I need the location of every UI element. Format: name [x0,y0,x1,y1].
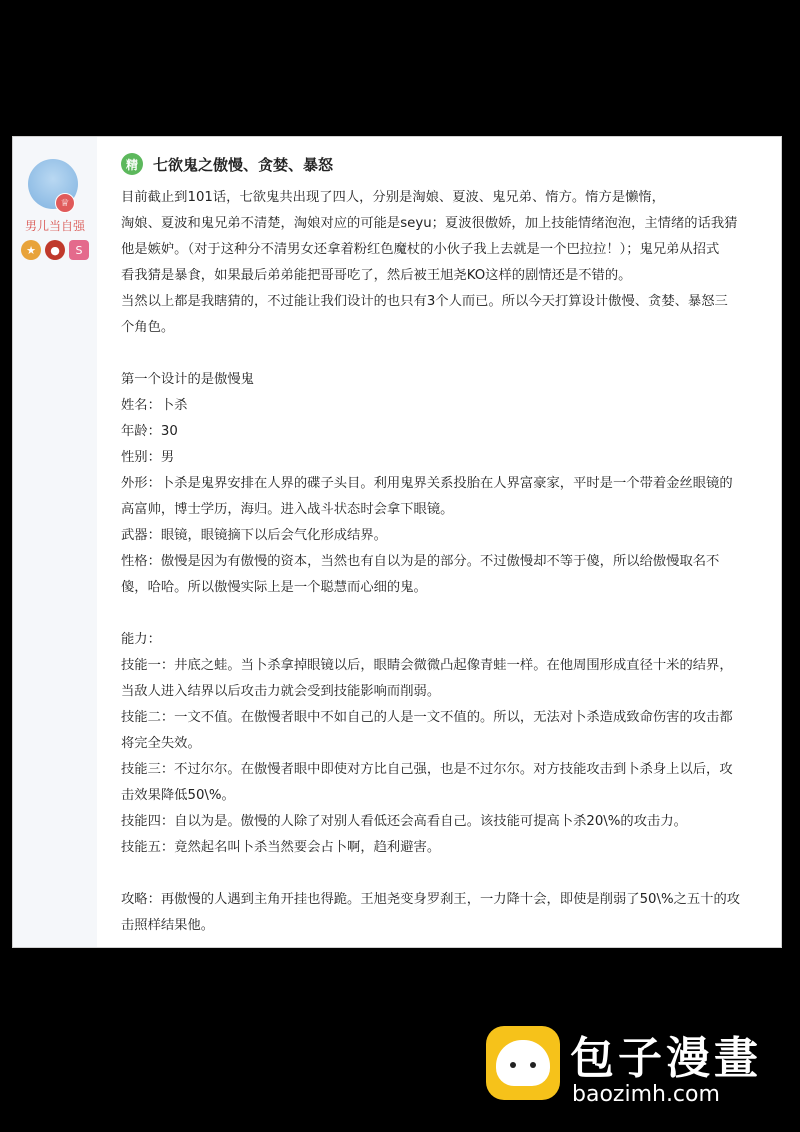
paragraph-gap [121,341,761,367]
post-line: 当然以上都是我瞎猜的，不过能让我们设计的也只有3个人而已。所以今天打算设计傲慢、贪婪、暴怒三 [121,294,728,309]
shield-icon[interactable]: S [69,240,89,260]
post-line: 击照样结果他。 [121,918,215,933]
user-sidebar [13,137,97,947]
watermark-en: baozimh.com [572,1082,720,1107]
post-line: 性格：傲慢是因为有傲慢的资本，当然也有自以为是的部分。不过傲慢却不等于傻，所以给傲慢取名不 [121,554,720,569]
post-line: 目前截止到101话，七欲鬼共出现了四人，分别是淘娘、夏波、鬼兄弟、惰方。惰方是懒惰， [121,190,665,205]
post-line: 技能二：一文不值。在傲慢者眼中不如自己的人是一文不值的。所以，无法对卜杀造成致命伤害的攻击都 [121,710,733,725]
post-line: 傻，哈哈。所以傲慢实际上是一个聪慧而心细的鬼。 [121,580,427,595]
medal-icon[interactable]: ★ [21,240,41,260]
flame-icon[interactable]: ● [45,240,65,260]
watermark-cn: 包子漫畫 [570,1033,762,1084]
post-title: 七欲鬼之傲慢、贪婪、暴怒 [153,155,334,174]
paragraph-gap [121,861,761,887]
post-line: 外形：卜杀是鬼界安排在人界的碟子头目。利用鬼界关系投胎在人界富豪家，平时是一个带着金丝眼镜的 [121,476,733,491]
post-line: 击效果降低50\%。 [121,788,235,803]
post-line: 姓名：卜杀 [121,398,188,413]
post-body [121,185,761,939]
bun-logo-icon [486,1026,560,1100]
post-line: 淘娘、夏波和鬼兄弟不清楚，淘娘对应的可能是seyu；夏波很傲娇，加上技能情绪泡泡，主情绪的话我猜 [121,216,738,231]
forum-post [12,136,782,948]
post-line: 看我猜是暴食，如果最后弟弟能把哥哥吃了，然后被王旭尧KO这样的剧情还是不错的。 [121,268,632,283]
post-line: 技能四：自以为是。傲慢的人除了对别人看低还会高看自己。该技能可提高卜杀20\%的攻击力。 [121,814,687,829]
watermark-logo [486,1022,776,1112]
featured-badge: 精 [121,153,143,175]
post-line: 高富帅，博士学历，海归。进入战斗状态时会拿下眼镜。 [121,502,454,517]
medal-list [21,240,89,260]
paragraph-gap [121,601,761,627]
post-line: 能力： [121,632,161,647]
post-line: 技能五：竟然起名叫卜杀当然要会占卜啊，趋利避害。 [121,840,441,855]
username[interactable]: 男儿当自强 [24,219,85,233]
post-title-row [121,151,761,177]
crown-icon: ♕ [55,193,75,213]
post-line: 技能一：井底之蛙。当卜杀拿掉眼镜以后，眼睛会微微凸起像青蛙一样。在他周围形成直径十米的结界， [121,658,733,673]
post-line: 个角色。 [121,320,175,335]
post-line: 武器：眼镜，眼镜摘下以后会气化形成结界。 [121,528,387,543]
post-line: 他是嫉妒。（对于这种分不清男女还拿着粉红色魔杖的小伙子我上去就是一个巴拉拉！）；鬼兄弟从招式 [121,242,720,257]
post-content [121,151,761,939]
post-line: 性别：男 [121,450,175,465]
post-line: 第一个设计的是傲慢鬼 [121,372,254,387]
post-line: 技能三：不过尔尔。在傲慢者眼中即使对方比自己强，也是不过尔尔。对方技能攻击到卜杀身上以后，攻 [121,762,733,777]
post-line: 当敌人进入结界以后攻击力就会受到技能影响而削弱。 [121,684,441,699]
post-line: 将完全失效。 [121,736,201,751]
post-line: 攻略：再傲慢的人遇到主角开挂也得跪。王旭尧变身罗刹王，一力降十会，即使是削弱了50\%之五十的攻 [121,892,741,907]
post-line: 年龄：30 [121,424,178,439]
